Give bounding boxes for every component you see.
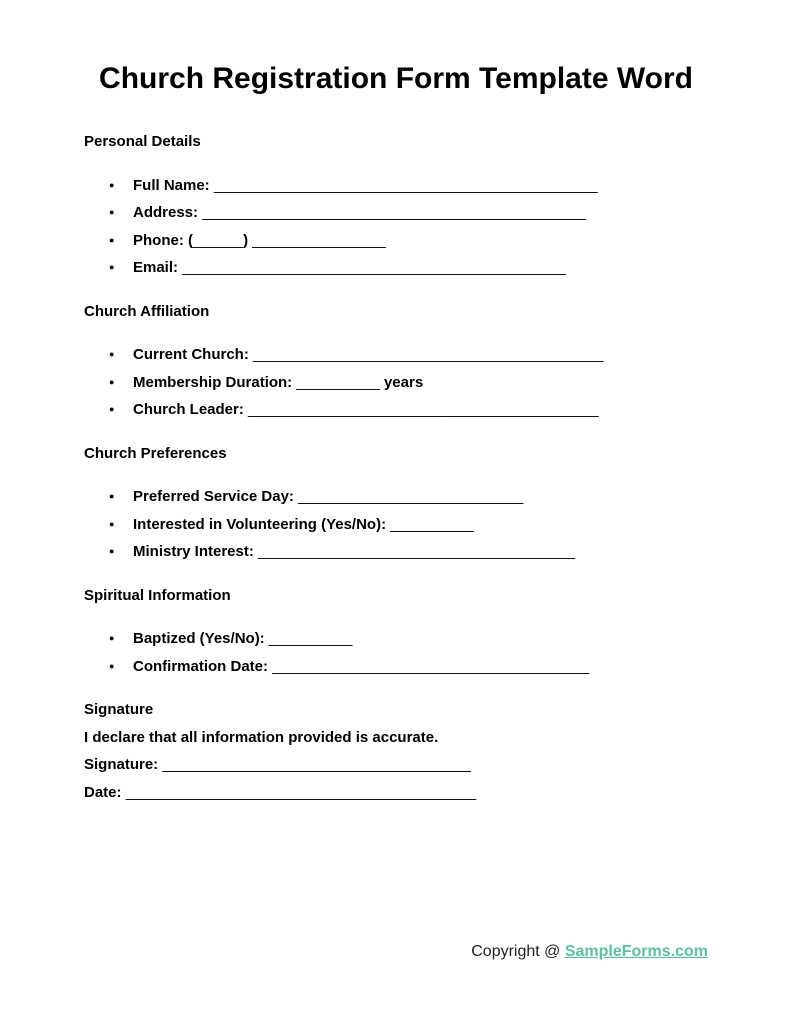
signature-lines xyxy=(84,751,708,806)
form-field-row xyxy=(84,341,708,369)
brand-link[interactable]: SampleForms.com xyxy=(564,943,708,960)
field-label: ) xyxy=(243,231,253,249)
field-label: Preferred Service Day: xyxy=(133,488,299,505)
copyright-text: Copyright @ xyxy=(471,943,565,960)
field-list xyxy=(84,483,708,566)
blank-line: ______________________________________________ xyxy=(202,204,586,221)
field-label: years xyxy=(383,373,424,391)
field-list xyxy=(84,341,708,424)
blank-line: __________ xyxy=(390,515,474,533)
section-heading: Church Preferences xyxy=(84,444,227,462)
section-heading: Personal Details xyxy=(84,133,201,150)
blank-line: ______ xyxy=(193,231,244,249)
field-label: Confirmation Date: xyxy=(133,657,273,675)
field-label: Current Church: xyxy=(133,346,253,363)
blank-line: ______________________________________ xyxy=(272,657,590,675)
form-field-row xyxy=(84,396,708,424)
signature-field-row xyxy=(84,751,708,779)
field-list xyxy=(84,172,708,282)
form-field-row xyxy=(84,483,708,511)
declaration-text: I declare that all information provided is accurate. xyxy=(84,728,439,746)
field-label: Phone: ( xyxy=(133,231,193,249)
form-field-row xyxy=(84,538,708,566)
blank-line: ______________________________________________ xyxy=(213,176,598,194)
form-field-row xyxy=(84,199,708,227)
section-heading: Church Affiliation xyxy=(84,302,210,320)
field-label: Full Name: xyxy=(133,176,214,194)
page-footer xyxy=(471,940,708,964)
field-label: Church Leader: xyxy=(133,401,249,418)
field-list xyxy=(84,625,708,680)
field-label: Baptized (Yes/No): xyxy=(133,630,269,647)
blank-line: _____________________________________ xyxy=(162,756,472,773)
field-label: Date: xyxy=(84,783,126,801)
form-field-row xyxy=(84,369,708,397)
page-title: Church Registration Form Template Word xyxy=(99,62,693,95)
blank-line: __________ xyxy=(296,373,384,391)
blank-line: __________________________________________ xyxy=(125,783,477,801)
form-sections xyxy=(84,128,708,680)
form-field-row xyxy=(84,227,708,255)
blank-line: ________________ xyxy=(252,231,386,249)
blank-line: __________________________________________ xyxy=(253,346,604,363)
form-field-row xyxy=(84,511,708,539)
signature-block xyxy=(84,696,708,806)
blank-line: __________ xyxy=(268,630,353,647)
blank-line: ______________________________________ xyxy=(258,543,576,560)
field-label: Ministry Interest: xyxy=(133,543,259,560)
signature-field-row xyxy=(84,779,708,807)
field-label: Interested in Volunteering (Yes/No): xyxy=(133,515,391,533)
field-label: Address: xyxy=(133,204,203,221)
section-heading: Spiritual Information xyxy=(84,586,231,604)
form-field-row xyxy=(84,172,708,200)
blank-line: __________________________________________ xyxy=(248,401,599,418)
blank-line: ___________________________ xyxy=(298,488,524,505)
field-label: Membership Duration: xyxy=(133,373,297,391)
form-field-row xyxy=(84,653,708,681)
field-label: Email: xyxy=(133,259,183,276)
field-label: Signature: xyxy=(84,756,163,773)
form-field-row xyxy=(84,254,708,282)
signature-heading: Signature xyxy=(84,701,154,718)
form-field-row xyxy=(84,625,708,653)
blank-line: ______________________________________________ xyxy=(182,259,566,276)
